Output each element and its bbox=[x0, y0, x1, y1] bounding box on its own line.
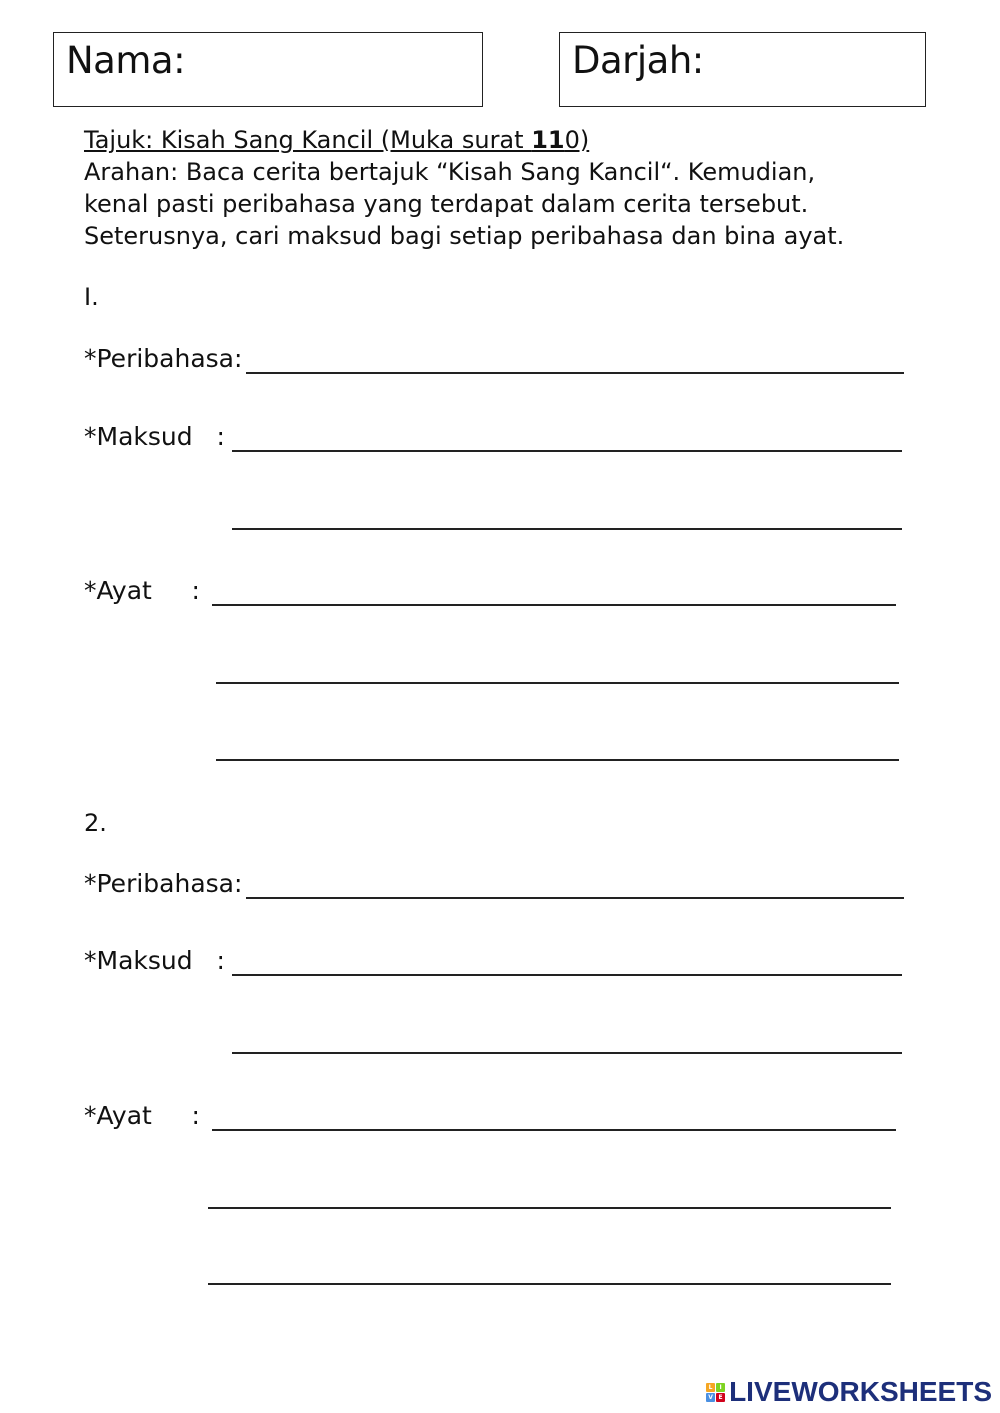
instruction-line-2: kenal pasti peribahasa yang terdapat dalam cerita tersebut. bbox=[84, 190, 809, 218]
section-1-ayat-line-2[interactable] bbox=[216, 682, 899, 684]
section-1-ayat-line-1[interactable] bbox=[212, 604, 896, 606]
section-2-maksud-label: *Maksud : bbox=[84, 946, 225, 975]
logo-squares-icon bbox=[706, 1383, 725, 1402]
section-1-peribahasa-label: *Peribahasa: bbox=[84, 344, 243, 373]
instruction-line-3: Seterusnya, cari maksud bagi setiap peribahasa dan bina ayat. bbox=[84, 222, 845, 250]
section-2-maksud-line-2[interactable] bbox=[232, 1052, 902, 1054]
section-1-ayat-line-3[interactable] bbox=[216, 759, 899, 761]
section-2-ayat-line-1[interactable] bbox=[212, 1129, 896, 1131]
section-1-number: I. bbox=[84, 283, 99, 311]
section-1-ayat-label: *Ayat : bbox=[84, 576, 200, 605]
instructions bbox=[84, 124, 914, 252]
section-2-ayat-line-2[interactable] bbox=[208, 1207, 891, 1209]
name-label: Nama: bbox=[66, 39, 186, 82]
class-label: Darjah: bbox=[572, 39, 704, 82]
instruction-line-1: Arahan: Baca cerita bertajuk “Kisah Sang Kancil“. Kemudian, bbox=[84, 158, 816, 186]
section-1-maksud-line-2[interactable] bbox=[232, 528, 902, 530]
class-box[interactable] bbox=[559, 32, 926, 107]
section-2-ayat-label: *Ayat : bbox=[84, 1101, 200, 1130]
section-2-maksud-line-1[interactable] bbox=[232, 974, 902, 976]
name-box[interactable] bbox=[53, 32, 483, 107]
section-1-maksud-label: *Maksud : bbox=[84, 422, 225, 451]
section-2-peribahasa-label: *Peribahasa: bbox=[84, 869, 243, 898]
logo-square: I bbox=[716, 1383, 725, 1392]
section-1-maksud-line-1[interactable] bbox=[232, 450, 902, 452]
worksheet-title: Tajuk: Kisah Sang Kancil (Muka surat 110) bbox=[84, 126, 590, 154]
logo-square: L bbox=[706, 1383, 715, 1392]
logo-square: V bbox=[706, 1393, 715, 1402]
section-2-peribahasa-line[interactable] bbox=[246, 897, 904, 899]
section-2-ayat-line-3[interactable] bbox=[208, 1283, 891, 1285]
section-1-peribahasa-line[interactable] bbox=[246, 372, 904, 374]
section-2-number: 2. bbox=[84, 809, 107, 837]
logo-square: E bbox=[716, 1393, 725, 1402]
liveworksheets-logo bbox=[706, 1377, 992, 1407]
brand-name: LIVEWORKSHEETS bbox=[729, 1376, 992, 1407]
